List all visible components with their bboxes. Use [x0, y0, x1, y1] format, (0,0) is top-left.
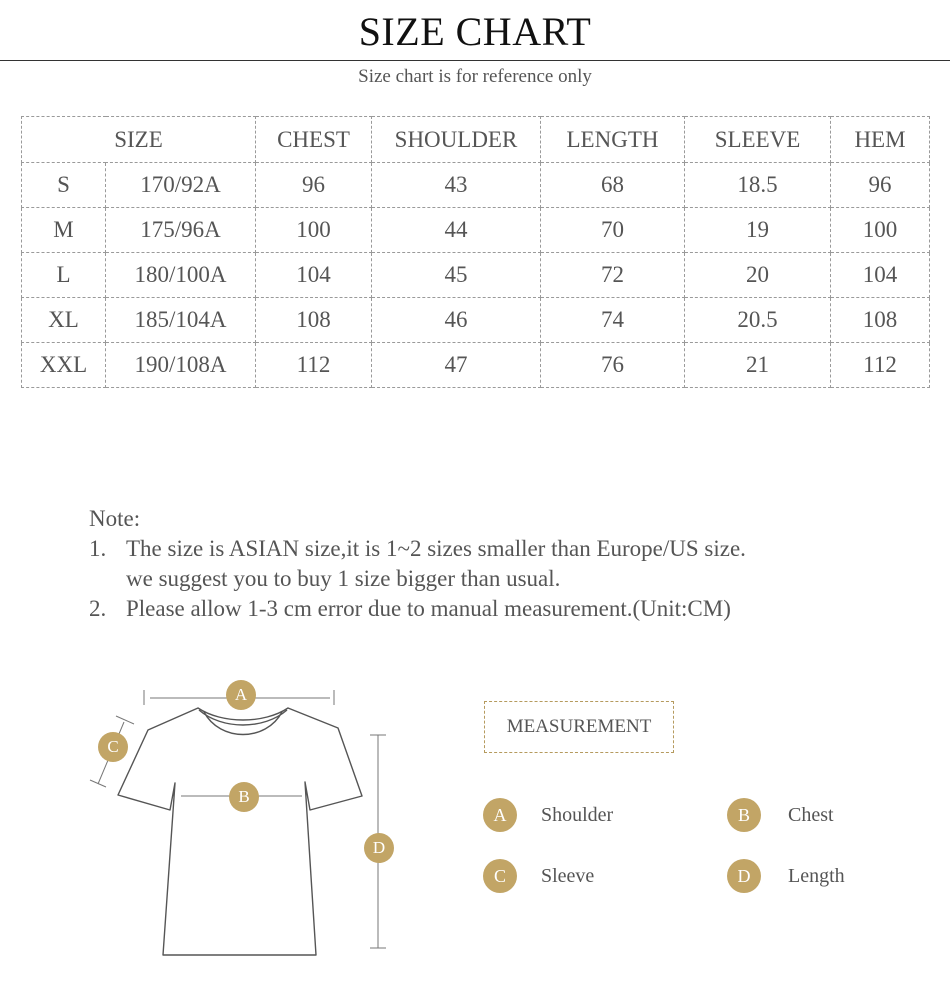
- sleeve-value: 19: [685, 208, 831, 253]
- chest-value: 100: [256, 208, 372, 253]
- size-code: 180/100A: [106, 253, 256, 298]
- legend-label-sleeve: Sleeve: [541, 865, 595, 887]
- size-label: S: [22, 163, 106, 208]
- hem-value: 96: [831, 163, 930, 208]
- note-number: 2.: [89, 596, 107, 621]
- notes-heading: Note:: [89, 506, 141, 531]
- size-code: 190/108A: [106, 343, 256, 388]
- marker-c-badge: C: [98, 732, 128, 762]
- size-label: XXL: [22, 343, 106, 388]
- column-header-sleeve: SLEEVE: [685, 117, 831, 163]
- legend-label-chest: Chest: [788, 804, 834, 826]
- table-row: [22, 163, 930, 208]
- size-code: 170/92A: [106, 163, 256, 208]
- hem-value: 112: [831, 343, 930, 388]
- shoulder-value: 47: [372, 343, 541, 388]
- tshirt-outline-icon: [118, 708, 362, 955]
- table-row: [22, 343, 930, 388]
- size-code: 175/96A: [106, 208, 256, 253]
- chest-value: 112: [256, 343, 372, 388]
- note-item-continuation: [89, 564, 929, 594]
- chest-value: 96: [256, 163, 372, 208]
- note-text: The size is ASIAN size,it is 1~2 sizes smaller than Europe/US size.: [126, 536, 746, 561]
- hem-value: 100: [831, 208, 930, 253]
- chest-value: 104: [256, 253, 372, 298]
- legend-label-shoulder: Shoulder: [541, 804, 614, 826]
- legend-badge-d: D: [727, 859, 761, 893]
- marker-d-badge: D: [364, 833, 394, 863]
- sleeve-value: 20.5: [685, 298, 831, 343]
- title-divider: [0, 60, 950, 61]
- hem-value: 104: [831, 253, 930, 298]
- note-item: [89, 594, 929, 624]
- column-header-shoulder: SHOULDER: [372, 117, 541, 163]
- page-subtitle: Size chart is for reference only: [358, 66, 592, 87]
- shoulder-value: 43: [372, 163, 541, 208]
- page-title: SIZE CHART: [358, 9, 592, 54]
- length-value: 74: [541, 298, 685, 343]
- marker-b-badge: B: [229, 782, 259, 812]
- length-value: 70: [541, 208, 685, 253]
- legend-badge-a: A: [483, 798, 517, 832]
- size-table: [21, 116, 930, 388]
- column-header-chest: CHEST: [256, 117, 372, 163]
- sleeve-value: 20: [685, 253, 831, 298]
- chest-value: 108: [256, 298, 372, 343]
- length-value: 68: [541, 163, 685, 208]
- note-text: we suggest you to buy 1 size bigger than usual.: [126, 566, 561, 591]
- shoulder-value: 44: [372, 208, 541, 253]
- size-label: XL: [22, 298, 106, 343]
- hem-value: 108: [831, 298, 930, 343]
- size-code: 185/104A: [106, 298, 256, 343]
- notes-section: [89, 504, 929, 624]
- table-header-row: [22, 117, 930, 163]
- marker-a-badge: A: [226, 680, 256, 710]
- legend-badge-b: B: [727, 798, 761, 832]
- table-row: [22, 298, 930, 343]
- note-number: 1.: [89, 536, 107, 561]
- size-label: L: [22, 253, 106, 298]
- sleeve-value: 21: [685, 343, 831, 388]
- tshirt-collar-icon: [204, 712, 282, 735]
- sleeve-value: 18.5: [685, 163, 831, 208]
- length-value: 76: [541, 343, 685, 388]
- legend-label-length: Length: [788, 865, 845, 887]
- legend-badge-c: C: [483, 859, 517, 893]
- column-header-size: SIZE: [22, 117, 256, 163]
- tshirt-diagram: [0, 663, 420, 993]
- size-label: M: [22, 208, 106, 253]
- shoulder-value: 45: [372, 253, 541, 298]
- shoulder-value: 46: [372, 298, 541, 343]
- note-text: Please allow 1-3 cm error due to manual measurement.(Unit:CM): [126, 596, 731, 621]
- measurement-title: MEASUREMENT: [484, 701, 674, 753]
- column-header-length: LENGTH: [541, 117, 685, 163]
- length-value: 72: [541, 253, 685, 298]
- table-row: [22, 208, 930, 253]
- column-header-hem: HEM: [831, 117, 930, 163]
- table-row: [22, 253, 930, 298]
- note-item: [89, 534, 929, 564]
